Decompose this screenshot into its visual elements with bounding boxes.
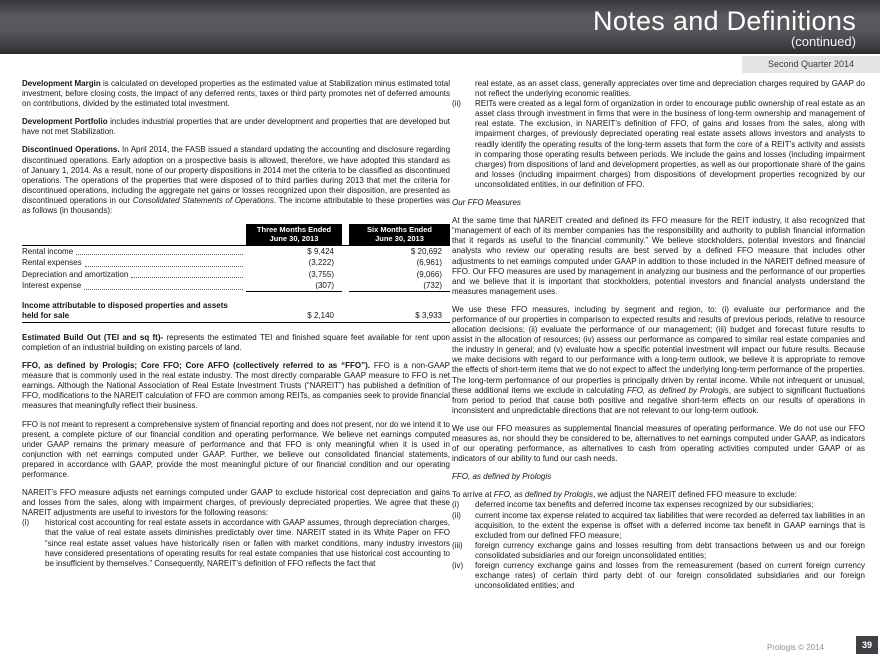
paragraph-development-portfolio (22, 117, 450, 137)
row-label: Rental expenses (22, 258, 82, 268)
cell-value: (6,961) (416, 258, 442, 268)
subheading-ffo-as-defined: FFO, as defined by Prologis (452, 472, 552, 482)
row-label: Interest expense (22, 280, 82, 290)
table-header-row (22, 224, 450, 246)
paragraph-text: We use these FFO measures, including by segment and region, to: (i) evaluate our performance and the performance of our properties in comparison to expected results and results of previous periods, relative to resource allocation decisions; (ii) evaluate the performance of our management; (iii) budget and forecast future results to assist in the allocation of resources; (iv) assess our performance as compared to similar real estate companies and the industry in general; and (v) evaluate how a specific potential investment will impact our future results. Because we make decisions with regard to our performance with a long-term outlook, we believe it is appropriate to remove the effects of short-term items that we do not expect to affect the underlying long-term performance of the properties. The long-term performance of our properties is principally driven by rental income. While not infrequent or unusual, these additional items we exclude in calculating (452, 304, 865, 395)
list-marker: (i) (22, 518, 30, 528)
row-label: Rental income (22, 247, 74, 257)
cell-value: $ 9,424 (307, 247, 334, 257)
cell-value: $ 20,692 (410, 247, 442, 257)
paragraph-discontinued-operations (22, 145, 450, 216)
table-col-header-three-months (246, 224, 342, 245)
list-marker: (ii) (452, 99, 461, 109)
paragraph-text: , we adjust the NAREIT defined FFO measure to exclude: (592, 490, 797, 500)
list-marker: (i) (452, 500, 460, 510)
cell-value: (732) (349, 281, 450, 292)
left-column (22, 79, 450, 569)
list-marker: (iii) (452, 540, 463, 550)
paragraph-ffo-definition (22, 361, 450, 411)
cell-value: $ 3,933 (415, 310, 442, 320)
paragraph-text: FFO is a non-GAAP measure that is commonly used in the real estate industry. The most directly comparable GAAP measure to FFO is net earnings. Although the National Association of Real Estate Investment Trusts (“NAREIT”) has published a definition of FFO, modifications to the NAREIT calculation of FFO are common among REITs, as companies seek to provide financial measures that meaningfully reflect their business. (22, 361, 451, 411)
table-row (22, 257, 450, 268)
dot-leader (84, 288, 243, 290)
paragraph-estimated-build-out (22, 333, 450, 353)
list-item-text: deferred income tax benefits and deferred income tax expenses recognized by our subsidiaries; (475, 500, 814, 510)
italic-ffo-as-defined: FFO, as defined by Prologis (493, 490, 593, 500)
page-header-banner (0, 0, 880, 54)
list-item-text: current income tax expense related to acquired tax liabilities that were recorded as deferred tax liabilities in an acquisition, to the extent the expense is offset with a deferred income tax benefit in GAAP earnings that is excluded from our defined FFO measure; (475, 510, 865, 540)
paragraph-text: . The income attributable to these properties was as follows (in thousands): (22, 195, 451, 216)
paragraph-supplemental-measures: We use our FFO measures as supplemental financial measures of operating performance. We do not use our FFO measures as, nor should they be considered to be, alternatives to net earnings computed under GAAP, as indicators of our operating performance, as alternatives to cash from operating activities computed under GAAP or as indicators of our ability to fund our cash needs. (452, 423, 865, 464)
list-item-text: foreign currency exchange gains and losses resulting from debt transactions between us and our foreign consolidated subsidiaries and our foreign unconsolidated entities; (475, 540, 865, 560)
table-row (22, 246, 450, 257)
right-column (452, 79, 865, 591)
dot-leader (131, 276, 243, 278)
page-subtitle: (continued) (790, 34, 856, 49)
table-col-header-six-months (349, 224, 450, 245)
page-number-badge: 39 (856, 636, 878, 654)
paragraph-text: includes industrial properties that are under development and properties that are developed but have not met Stabilization. (22, 117, 450, 137)
list-marker: (ii) (452, 510, 461, 520)
page-title: Notes and Definitions (593, 6, 856, 36)
paragraph-nareit-created: At the same time that NAREIT created and defined its FFO measure for the REIT industry, it also recognized that “management of each of its member companies has the responsibility and authority to publish financial information that it regards as useful to the financial community.” We believe stockholders, potential investors and financial analysts who review our operating results are best served by a defined FFO measure that includes other adjustments to net earnings computed under GAAP in addition to those included in the NAREIT defined measure of FFO. Our FFO measures are used by management in analyzing our business and the performance of our properties and we believe that it is important that stockholders, potential investors and financial analysts understand the measures management uses. (452, 216, 865, 296)
paragraph-text: In April 2014, the FASB issued a standard updating the accounting and disclosure regarding discontinued operations. Early adoption on a prospective basis is allowed, therefore, we have adopted this standard as of January 1, 2014. As a result, none of our property dispositions in 2014 met the criteria to be classified as discontinued operations. The operations of the properties that were disposed of to third parties during 2013 that met the criteria for discontinued operations, including the aggregate net gains or losses recognized upon their disposition, are presented as discontinued operations in our (22, 145, 451, 205)
exclusion-item-i (452, 500, 865, 510)
table-row (22, 269, 450, 280)
paragraph-text: is calculated on developed properties as the estimated value at Stabilization minus estimated total investment, before closing costs, the impact of any deferred rents, taxes or third party promotes net of deferred amounts on contributions, divided by the estimated total investment. (22, 79, 450, 109)
list-item-text: REITs were created as a legal form of organization in order to encourage public ownership of real estate as an asset class through investment in firms that were in the business of long-term ownership and management of real estate. The exclusion, in NAREIT’s definition of FFO, of gains and losses from the sales, along with impairment charges, of previously depreciated operating real estate assets allows investors and analysts to readily identify the operating results of the long-term assets that form the core of a REIT’s activity and assists in comparing those operating results between periods. We include the gains and losses (including impairment charges) from dispositions of land and development properties, as well as our proportionate share of the gains and losses (including impairment charges) from dispositions of development properties recognized by our unconsolidated entities, in our definition of FFO. (475, 99, 865, 189)
paragraph-to-arrive-at (452, 490, 865, 500)
table-header-spacer (22, 224, 246, 245)
cell-value: (9,066) (416, 269, 442, 279)
paragraph-text: , are subject to significant fluctuations from period to period that cause both positive and negative short-term effects on our results of operations in inconsistent and unpredictable directions that are not relevant to our long-term outlook. (452, 385, 865, 415)
col-header-line: Six Months Ended (366, 225, 432, 235)
term-estimated-build-out: Estimated Build Out (TEI and sq ft)- (22, 332, 164, 342)
reasons-list-continued (452, 79, 865, 190)
quarter-badge: Second Quarter 2014 (742, 56, 880, 73)
exclusion-item-iv (452, 561, 865, 591)
subheading-our-ffo-measures: Our FFO Measures (452, 198, 521, 208)
discontinued-operations-table (22, 224, 450, 323)
list-item-text: foreign currency exchange gains and losses from the remeasurement (based on current foreign currency exchange rates) of certain third party debt of our foreign consolidated subsidiaries and our foreign unconsolidated entities; and (475, 561, 865, 591)
table-total-row (22, 301, 450, 323)
col-header-line: June 30, 2013 (269, 233, 319, 243)
list-item-text: historical cost accounting for real estate assets in accordance with GAAP assumes, through depreciation charges, that the value of real estate assets diminishes predictably over time. NAREIT stated in its White Paper on FFO “since real estate asset values have historically risen or fallen with market conditions, many industry investors have considered presentations of operating results for real estate companies that use historical cost accounting to be insufficient by themselves.” Consequently, NAREIT’s definition of FFO reflects the fact that (45, 518, 450, 568)
term-ffo: FFO, as defined by Prologis; Core FFO; Core AFFO (collectively referred to as “FFO”). (22, 361, 371, 371)
list-item-i (22, 518, 450, 568)
paragraph-text: To arrive at (452, 490, 494, 500)
term-development-portfolio: Development Portfolio (22, 117, 108, 127)
paragraph-ffo-not-meant: FFO is not meant to represent a comprehensive system of financial reporting and does not present, nor do we intend it to present, a complete picture of our financial condition and operating performance. We believe net earnings computed under GAAP remains the primary measure of performance and that FFO is only meaningful when it is used in conjunction with net earnings computed under GAAP. Further, we believe our consolidated financial statements, prepared in accordance with GAAP, provide the most meaningful picture of our financial condition and our operating performance. (22, 419, 450, 479)
copyright-notice: Prologis © 2014 (766, 643, 824, 652)
cell-value: (307) (246, 281, 342, 292)
row-label: Depreciation and amortization (22, 269, 129, 279)
list-item-i-continuation: real estate, as an asset class, generally appreciates over time and depreciation charges required by GAAP do not reflect the underlying economic realities. (475, 79, 865, 99)
col-header-line: Three Months Ended (256, 225, 332, 235)
paragraph-text: represents the estimated TEI and finished square feet available for rent upon completion of an industrial building on existing parcels of land. (22, 332, 451, 352)
italic-consolidated-statements: Consolidated Statements of Operations (132, 195, 274, 205)
italic-ffo-as-defined: FFO, as defined by Prologis (626, 385, 729, 395)
exclusion-item-iii (452, 541, 865, 561)
list-item-ii (452, 99, 865, 190)
term-discontinued-operations: Discontinued Operations. (22, 145, 120, 155)
paragraph-nareit-ffo: NAREIT’s FFO measure adjusts net earnings computed under GAAP to exclude historical cost depreciation and gains and losses from the sales, along with impairment charges, of previously depreciated properties. We agree that these NAREIT adjustments are useful to investors for the following reasons: (22, 488, 450, 518)
exclusion-item-ii (452, 511, 865, 541)
col-header-line: June 30, 2013 (375, 233, 424, 243)
table-row (22, 280, 450, 292)
paragraph-we-use-these-ffo (452, 305, 865, 416)
cell-value: (3,755) (308, 269, 334, 279)
dot-leader (76, 253, 243, 255)
cell-value: $ 2,140 (307, 310, 334, 320)
paragraph-development-margin (22, 79, 450, 109)
list-marker: (iv) (452, 561, 464, 571)
cell-value: (3,222) (308, 258, 334, 268)
total-row-label: Income attributable to disposed properties and assets held for sale (22, 300, 228, 320)
dot-leader (85, 265, 243, 267)
term-development-margin: Development Margin (22, 79, 101, 88)
